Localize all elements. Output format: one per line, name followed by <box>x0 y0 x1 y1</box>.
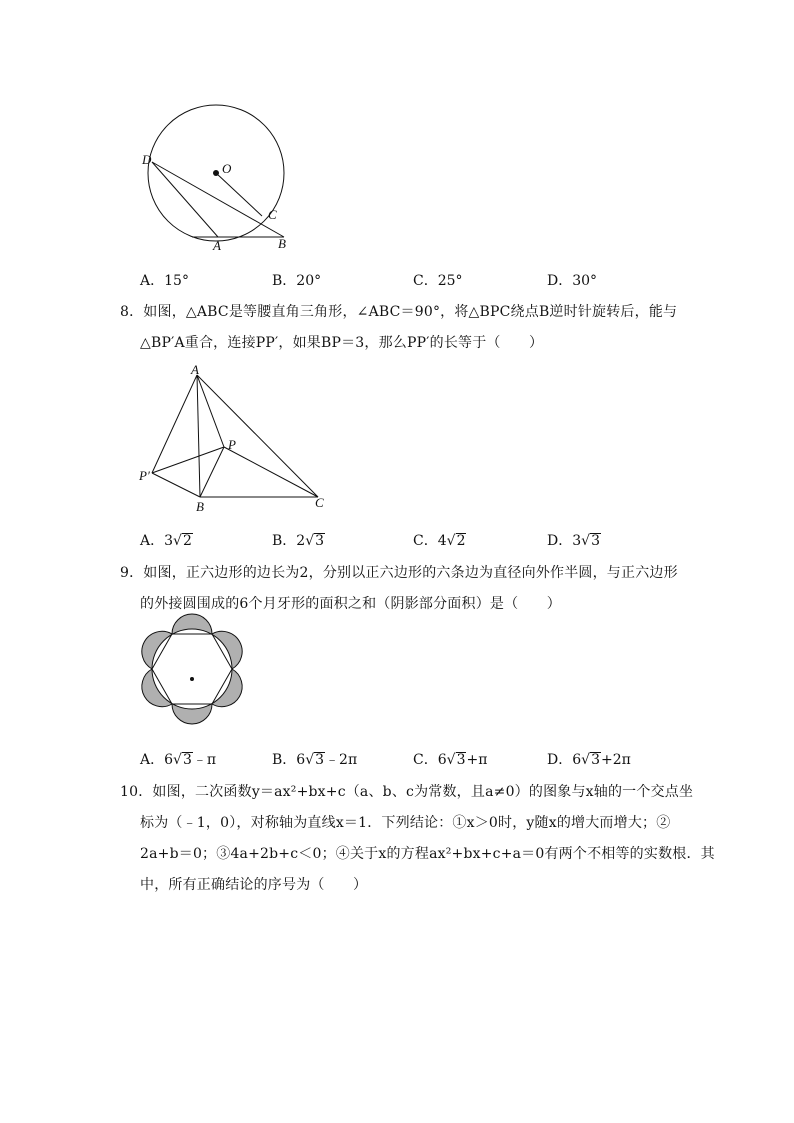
option-letter: A． <box>140 752 165 768</box>
q8-option-d[interactable] <box>547 530 601 550</box>
q8-label-B: B <box>196 499 204 514</box>
q9-stem-line2: 的外接圆围成的6个月牙形的面积之和（阴影部分面积）是（ ） <box>140 596 561 612</box>
option-tail: +2π <box>601 752 631 768</box>
option-coef: 2 <box>296 533 306 549</box>
radical-sign: √ <box>173 752 182 768</box>
radical-sign: √ <box>305 533 315 549</box>
option-letter: A． <box>140 273 165 289</box>
q10-stem-line2: 标为（﹣1，0），对称轴为直线x＝1．下列结论：①x＞0时，y随x的增大而增大；② <box>140 815 671 831</box>
q8-segment-PpB <box>152 473 200 497</box>
q8-segment-APp <box>152 375 197 473</box>
q9-stem-line1: 9．如图，正六边形的边长为2，分别以正六边形的六条边为直径向外作半圆，与正六边形 <box>120 565 678 581</box>
q7-segment-OC <box>216 173 262 216</box>
q9-option-c[interactable] <box>413 749 487 769</box>
option-letter: C． <box>413 752 438 768</box>
q8-stem-line2: △BP′A重合，连接PP′，如果BP＝3，那么PP′的长等于（ ） <box>140 335 544 351</box>
q7-option-c[interactable] <box>413 270 463 290</box>
q10-stem-line3: 2a+b＝0；③4a+2b+c＜0；④关于x的方程ax²+bx+c+a＝0有两个不相等的实数根．其 <box>140 846 715 862</box>
q9-figure <box>135 617 251 743</box>
radical-sign: √ <box>581 752 591 768</box>
radical-sign: √ <box>446 752 456 768</box>
option-radicand: 3 <box>456 752 466 768</box>
q8-label-C: C <box>315 495 324 510</box>
q7-label-D: D <box>142 152 152 167</box>
radical-sign: √ <box>581 533 591 549</box>
option-coef: 3 <box>572 533 582 549</box>
option-tail: ﹣2π <box>325 752 358 768</box>
q7-option-a[interactable] <box>140 270 189 290</box>
option-radicand: 3 <box>591 533 600 549</box>
option-letter: A． <box>140 533 165 549</box>
option-letter: C． <box>413 273 438 289</box>
option-text: 25° <box>437 273 463 289</box>
option-tail: ﹣π <box>192 752 217 768</box>
q8-stem-line1: 8．如图，△ABC是等腰直角三角形，∠ABC＝90°，将△BPC绕点B逆时针旋转后，能与 <box>120 304 678 320</box>
option-coef: 6 <box>572 752 582 768</box>
q9-option-d[interactable] <box>547 749 631 769</box>
option-letter: D． <box>547 273 573 289</box>
option-coef: 4 <box>437 533 447 549</box>
option-radicand: 3 <box>315 752 325 768</box>
option-coef: 6 <box>164 752 174 768</box>
option-text: 20° <box>296 273 322 289</box>
q7-label-C: C <box>268 207 277 222</box>
option-letter: B． <box>272 533 297 549</box>
q7-center-dot <box>213 170 219 176</box>
option-radicand: 3 <box>591 752 600 768</box>
option-radicand: 2 <box>182 533 192 549</box>
option-radicand: 3 <box>315 533 325 549</box>
option-coef: 6 <box>437 752 447 768</box>
option-text: 30° <box>572 273 598 289</box>
q9-option-a[interactable] <box>140 749 216 769</box>
q8-segment-AC <box>197 375 318 497</box>
option-coef: 6 <box>296 752 306 768</box>
q7-label-B: B <box>278 236 286 251</box>
option-letter: B． <box>272 273 297 289</box>
option-radicand: 3 <box>182 752 192 768</box>
q8-label-P: P <box>228 437 236 452</box>
q9-circumcircle <box>152 629 232 709</box>
option-letter: B． <box>272 752 297 768</box>
q10-stem-line1: 10．如图，二次函数y＝ax²+bx+c（a、b、c为常数，且a≠0）的图象与x轴的一个交点坐 <box>120 784 694 800</box>
q8-label-A: A <box>191 362 199 377</box>
option-coef: 3 <box>164 533 174 549</box>
option-radicand: 2 <box>456 533 466 549</box>
option-tail: +π <box>466 752 488 768</box>
radical-sign: √ <box>173 533 182 549</box>
q8-segment-AB <box>197 375 200 497</box>
q7-label-O: O <box>222 161 232 176</box>
option-letter: D． <box>547 752 573 768</box>
radical-sign: √ <box>446 533 456 549</box>
q8-option-b[interactable] <box>272 530 325 550</box>
q8-segment-PC <box>224 447 318 497</box>
option-letter: D． <box>547 533 573 549</box>
option-letter: C． <box>413 533 438 549</box>
q8-option-c[interactable] <box>413 530 466 550</box>
q9-center-dot <box>190 677 194 681</box>
q8-option-a[interactable] <box>140 530 193 550</box>
q8-label-Pprime: P′ <box>139 468 150 483</box>
q9-option-b[interactable] <box>272 749 357 769</box>
q7-segment-DA <box>152 162 218 237</box>
option-text: 15° <box>164 273 189 289</box>
radical-sign: √ <box>305 752 315 768</box>
q7-option-b[interactable] <box>272 270 321 290</box>
q7-label-A: A <box>213 238 221 253</box>
q7-option-d[interactable] <box>547 270 597 290</box>
q10-stem-line4: 中，所有正确结论的序号为（ ） <box>140 877 368 893</box>
q8-segment-AP <box>197 375 224 447</box>
